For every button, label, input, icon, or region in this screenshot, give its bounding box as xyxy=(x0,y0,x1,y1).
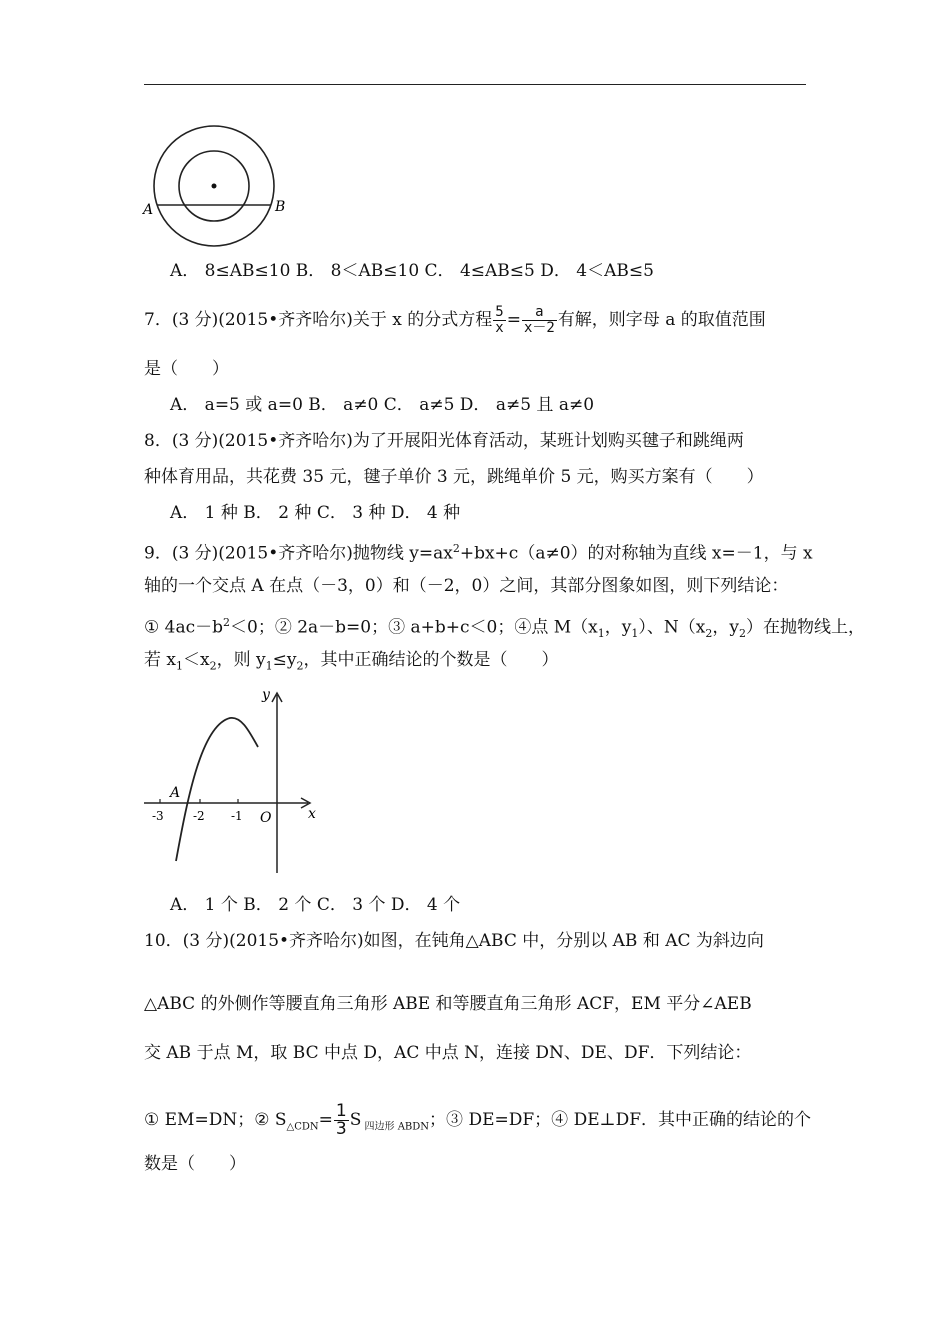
q7-eq: = xyxy=(506,310,521,330)
q8-options: A． 1 种 B． 2 种 C． 3 种 D． 4 种 xyxy=(170,503,461,523)
q9-l4-sub4: 2 xyxy=(296,659,304,673)
q6-options: A． 8≤AB≤10 B． 8＜AB≤10 C． 4≤AB≤5 D． 4＜AB≤5 xyxy=(170,261,654,281)
q9-l4-sub3: 1 xyxy=(265,659,273,673)
q7-suffix: 有解，则字母 a 的取值范围 xyxy=(557,310,766,330)
header-rule xyxy=(144,84,806,85)
tick-label-minus2: -2 xyxy=(193,809,205,823)
q7-fraction-2 xyxy=(522,305,557,336)
q10-stem-line1: 10．(3 分)(2015•齐齐哈尔)如图，在钝角△ABC 中，分别以 AB 和 AC 为斜边向 xyxy=(144,931,764,951)
q9-l3b: ＜0；② 2a－b=0；③ a+b+c＜0；④点 M（x xyxy=(230,617,598,638)
q10-frac-num: 1 xyxy=(335,1101,347,1121)
q9-l4-sub1: 1 xyxy=(176,659,183,673)
q10-stem-line4 xyxy=(144,1103,811,1139)
concentric-circles-figure xyxy=(140,122,300,252)
q9-l3-sup: 2 xyxy=(223,616,230,629)
q9-l4e: ，其中正确结论的个数是（ ） xyxy=(303,650,559,670)
q9-stem-line1 xyxy=(144,537,813,566)
q9-l3a: ① 4ac－b xyxy=(144,617,223,638)
q9-l1b: +bx+c（a≠0）的对称轴为直线 x=－1，与 x xyxy=(459,543,813,564)
q7-frac2-num: a xyxy=(522,305,557,321)
q7-stem-line1 xyxy=(144,305,766,336)
tick-label-minus3: -3 xyxy=(152,809,164,823)
q10-l4-sub2: 四边形 ABDN xyxy=(361,1121,430,1133)
q9-l3-sub4: 2 xyxy=(738,627,746,641)
q9-l1-sup: 2 xyxy=(452,542,460,555)
q9-l4b: ＜x xyxy=(183,650,210,670)
center-dot xyxy=(212,184,217,189)
q8-stem-line2: 种体育用品，共花费 35 元，毽子单价 3 元，跳绳单价 5 元，购买方案有（ ） xyxy=(144,467,764,487)
q9-l4a: 若 x xyxy=(144,650,176,670)
q9-l3-sub1: 1 xyxy=(597,627,605,641)
q7-options: A． a=5 或 a=0 B． a≠0 C． a≠5 D． a≠5 且 a≠0 xyxy=(170,395,595,415)
q10-stem-line5: 数是（ ） xyxy=(144,1154,246,1174)
q7-frac1-num: 5 xyxy=(495,304,504,320)
q7-prefix: 7．(3 分)(2015•齐齐哈尔)关于 x 的分式方程 xyxy=(144,310,493,330)
q10-l4b: S xyxy=(349,1110,362,1130)
q7-frac1-den: x xyxy=(495,320,504,336)
q7-stem-line2: 是（ ） xyxy=(144,359,229,379)
q7-frac2-den: x－2 xyxy=(523,320,555,336)
point-a-label: A xyxy=(170,785,181,801)
q9-l3c: ，y xyxy=(604,617,632,638)
q10-fraction xyxy=(334,1103,349,1138)
q9-l4c: ，则 y xyxy=(216,650,266,670)
q9-l4-sub2: 2 xyxy=(209,659,217,673)
q9-l1a: 9．(3 分)(2015•齐齐哈尔)抛物线 y=ax xyxy=(144,543,453,564)
q10-l4c: ；③ DE=DF；④ DE⊥DF．其中正确的结论的个 xyxy=(429,1110,812,1130)
origin-label: O xyxy=(260,810,272,826)
q9-l3e: ，y xyxy=(712,617,739,638)
q7-fraction-1 xyxy=(493,305,505,336)
q9-l3-sub3: 2 xyxy=(705,627,713,641)
q9-l3d: ）、N（x xyxy=(638,617,706,638)
q9-l3-sub2: 1 xyxy=(631,627,639,641)
q10-stem-line2: △ABC 的外侧作等腰直角三角形 ABE 和等腰直角三角形 ACF，EM 平分∠AEB xyxy=(144,994,752,1014)
q8-stem-line1: 8．(3 分)(2015•齐齐哈尔)为了开展阳光体育活动，某班计划购买毽子和跳绳两 xyxy=(144,431,744,451)
q9-options: A． 1 个 B． 2 个 C． 3 个 D． 4 个 xyxy=(170,895,461,915)
q9-stem-line4 xyxy=(144,648,558,678)
q10-l4a: ① EM=DN；② S xyxy=(144,1110,287,1130)
q10-stem-line3: 交 AB 于点 M，取 BC 中点 D，AC 中点 N，连接 DN、DE、DF．下列结论： xyxy=(144,1043,752,1063)
parabola-graph xyxy=(140,685,330,880)
q9-l3f: ）在抛物线上， xyxy=(745,617,865,638)
q9-stem-line2: 轴的一个交点 A 在点（－3，0）和（－2，0）之间，其部分图象如图，则下列结论： xyxy=(144,576,789,596)
q10-l4-sub1: △CDN xyxy=(286,1121,319,1133)
label-b: B xyxy=(275,199,286,215)
y-axis-label: y xyxy=(262,687,270,703)
q10-l4-eq: = xyxy=(318,1110,333,1130)
x-axis-label: x xyxy=(308,806,316,822)
q9-l4d: ≤y xyxy=(272,650,297,670)
parabola-curve xyxy=(176,718,258,861)
q9-stem-line3 xyxy=(144,611,865,646)
q10-frac-den: 3 xyxy=(335,1119,347,1139)
label-a: A xyxy=(143,202,154,218)
tick-label-minus1: -1 xyxy=(231,809,243,823)
